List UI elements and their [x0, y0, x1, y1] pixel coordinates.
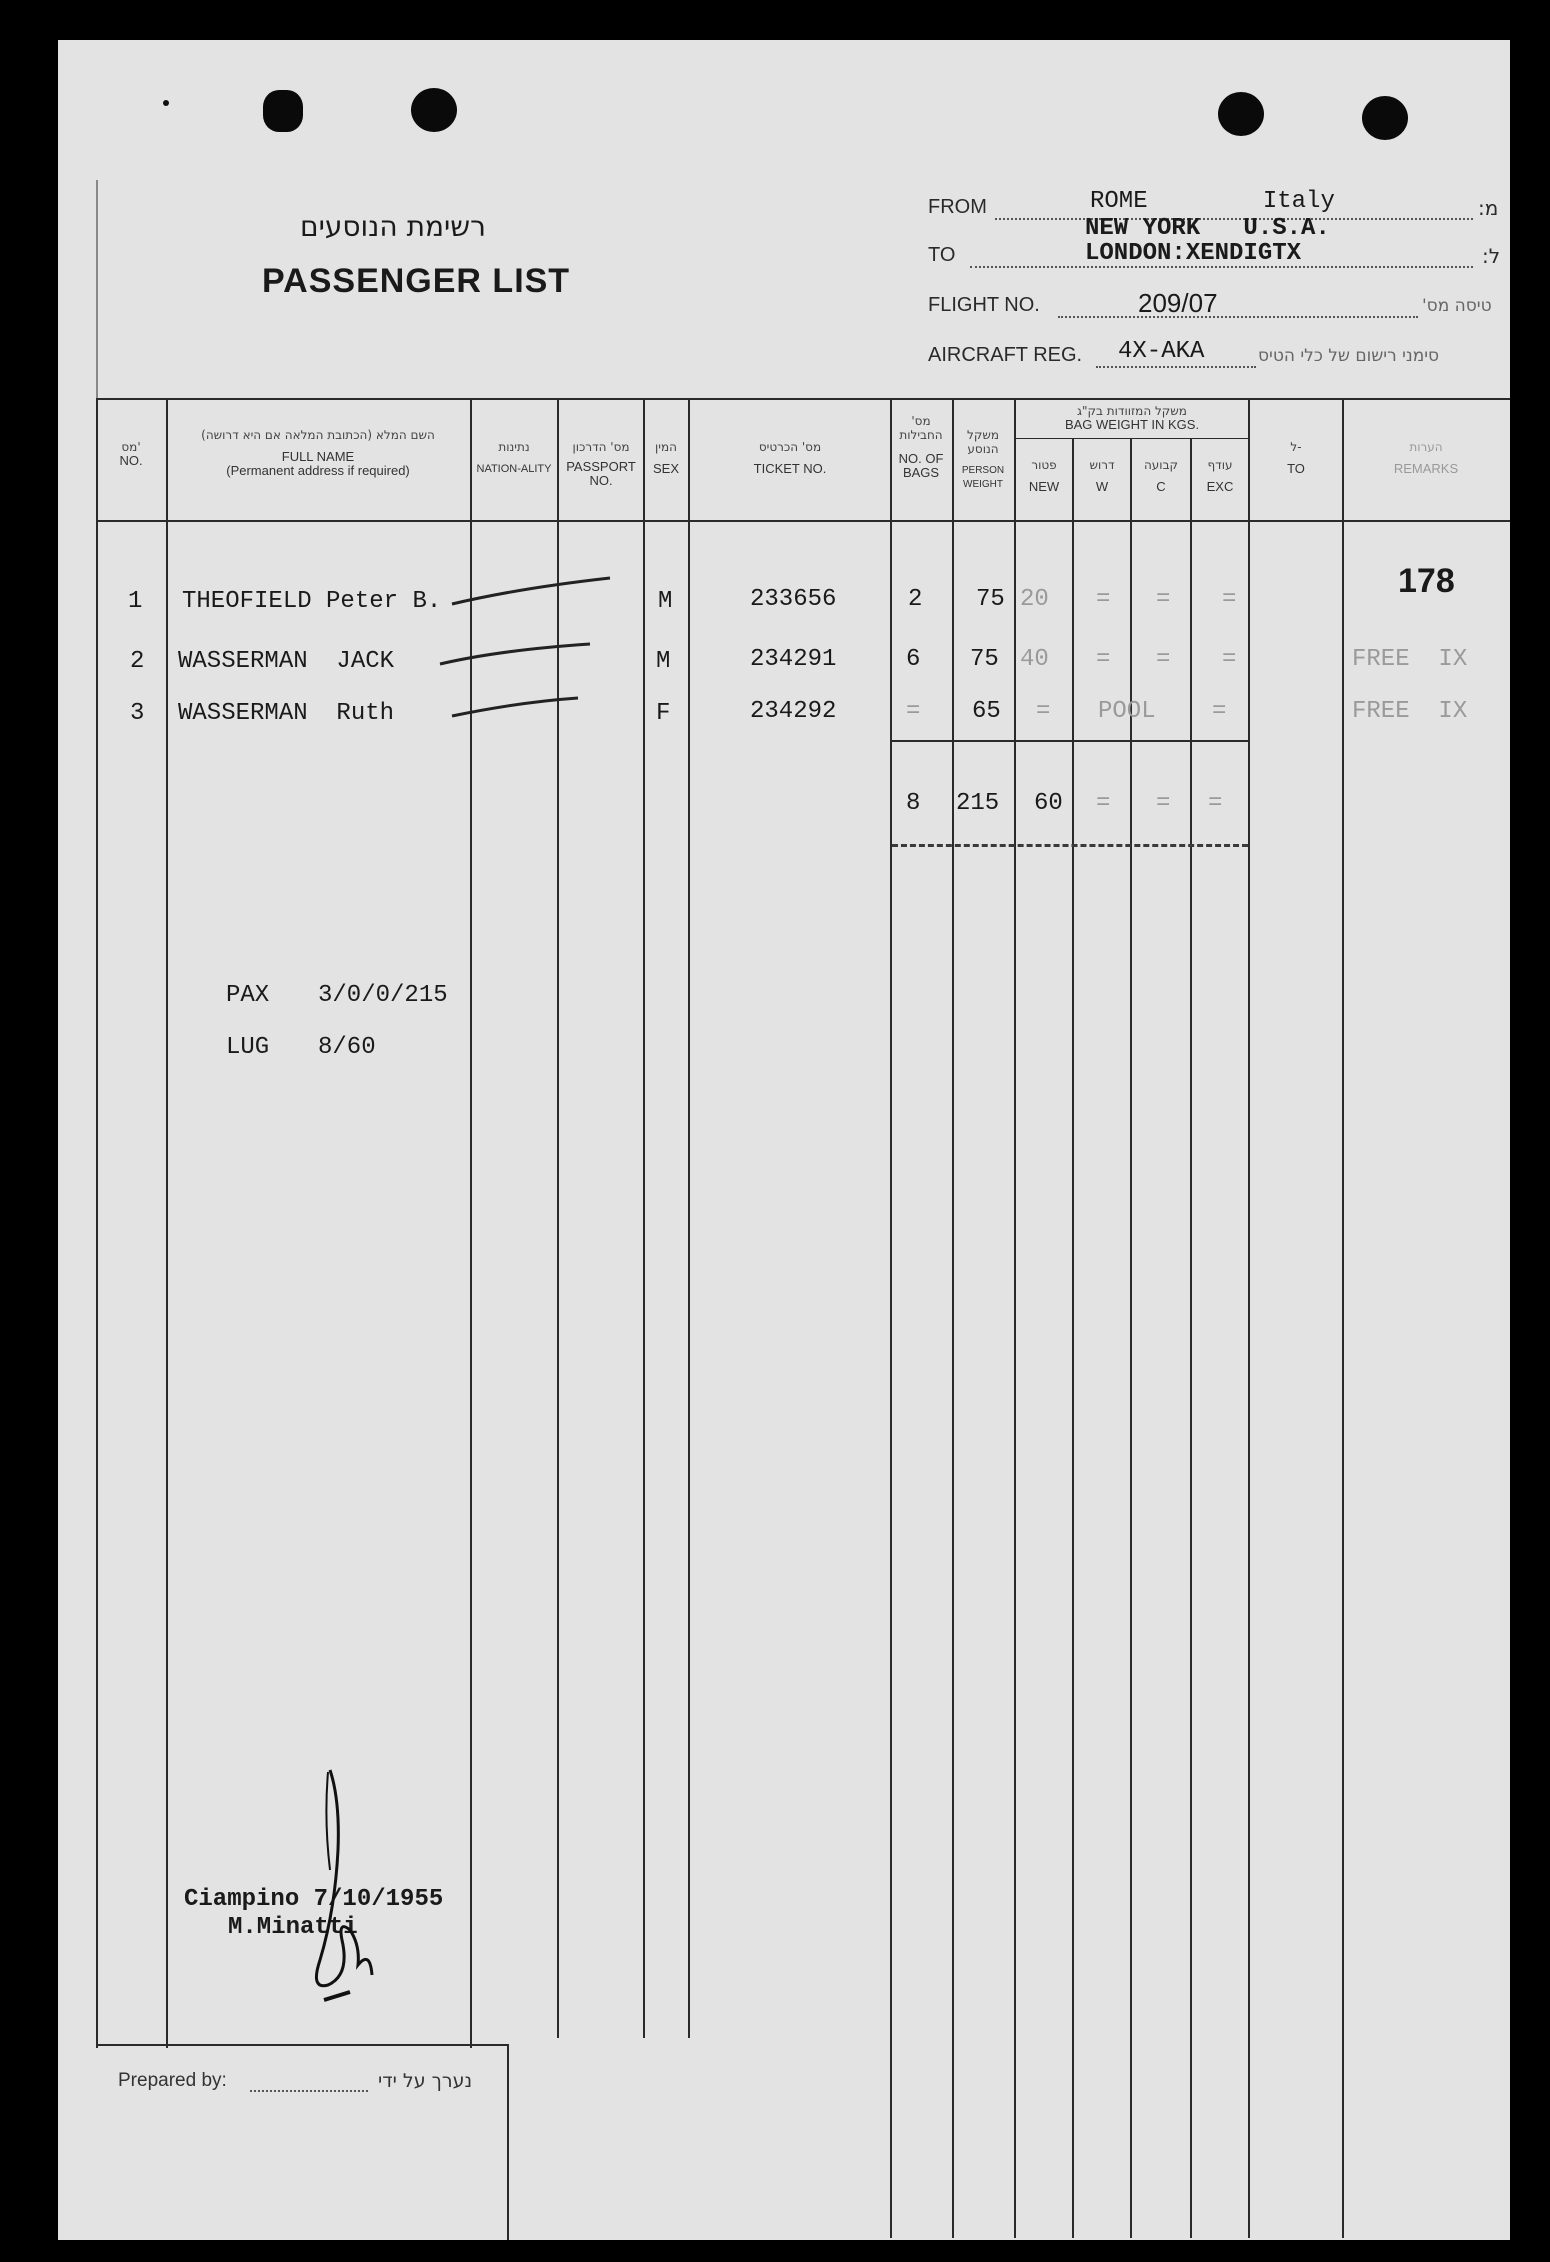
remarks: FREE IX: [1352, 646, 1468, 673]
footer-right-line: [507, 2044, 509, 2240]
prepared-by-line: [250, 2090, 368, 2092]
from-label: FROM: [928, 196, 987, 218]
page-number: 178: [1398, 562, 1455, 600]
ticket-number: 233656: [750, 586, 837, 613]
col-header-nationality: נתינות NATION-ALITY: [476, 440, 552, 475]
signature-name: M.Minatti: [228, 1914, 358, 1941]
col-header-ticket: מס' הכרטיס TICKET NO.: [753, 440, 827, 476]
page-title: PASSENGER LIST: [262, 262, 571, 300]
col-header-bags: מס' החבילות NO. OF BAGS: [898, 414, 944, 480]
total-exc: =: [1208, 790, 1223, 817]
total-c: =: [1156, 790, 1171, 817]
col-header-no: מס' NO.: [119, 440, 143, 468]
free-weight: =: [1036, 698, 1051, 725]
to-hebrew: ל:: [1482, 244, 1501, 268]
lug-label: LUG: [226, 1034, 270, 1061]
pax-value: 3/0/0/215: [318, 982, 448, 1009]
col-header-exc: עודף EXC: [1206, 458, 1234, 494]
hebrew-title: רשימת הנוסעים: [300, 210, 486, 243]
passenger-name: WASSERMAN JACK: [178, 648, 395, 675]
col-header-passport: מס' הדרכון PASSPORT NO.: [566, 440, 636, 488]
total-free: 60: [1034, 790, 1063, 817]
c-weight: =: [1156, 586, 1171, 613]
col-header-c: קבועה C: [1143, 458, 1179, 494]
passenger-sex: M: [658, 588, 673, 615]
col-header-sex: המין SEX: [652, 440, 679, 476]
bag-count: 6: [906, 646, 921, 673]
col-header-person-weight: משקל הנוסע PERSON WEIGHT: [961, 428, 1005, 490]
totals-dashed-rule: [892, 844, 1248, 847]
from-hebrew: מ:: [1478, 196, 1499, 220]
lug-value: 8/60: [318, 1034, 376, 1061]
to-label: TO: [928, 244, 956, 266]
free-weight: 40: [1020, 646, 1049, 673]
total-bags: 8: [906, 790, 921, 817]
person-weight: 65: [972, 698, 1001, 725]
w-weight: =: [1096, 646, 1111, 673]
exc-weight: =: [1212, 698, 1227, 725]
person-weight: 75: [976, 586, 1005, 613]
prepared-by-hebrew: נערך על ידי: [378, 2070, 473, 2092]
remarks: FREE IX: [1352, 698, 1468, 725]
exc-weight: =: [1222, 586, 1237, 613]
bag-count: 2: [908, 586, 923, 613]
col-header-to: ל- TO: [1287, 440, 1305, 476]
totals-rule: [890, 740, 1250, 742]
passenger-name: THEOFIELD Peter B.: [182, 588, 442, 615]
c-weight: =: [1156, 646, 1171, 673]
bag-count: =: [906, 698, 921, 725]
to-value-line1: NEW YORK U.S.A.: [1085, 215, 1330, 242]
col-header-free: פטור NEW: [1028, 458, 1060, 494]
from-value: ROME Italy: [1090, 188, 1335, 215]
handwritten-signature: [280, 1760, 400, 2020]
footer-rule: [96, 2044, 508, 2046]
total-weight: 215: [956, 790, 1000, 817]
total-w: =: [1096, 790, 1111, 817]
row-number: 1: [128, 588, 143, 615]
pool-note: POOL: [1098, 698, 1156, 725]
col-header-bag-weight: משקל המזוודות בק"ג BAG WEIGHT IN KGS.: [1064, 404, 1200, 432]
signature-place-date: Ciampino 7/10/1955: [184, 1886, 444, 1913]
row-number: 2: [130, 648, 145, 675]
row-number: 3: [130, 700, 145, 727]
aircraft-label: AIRCRAFT REG.: [928, 344, 1083, 366]
passenger-sex: F: [656, 700, 671, 727]
flight-label: FLIGHT NO.: [928, 294, 1040, 316]
col-header-name: השם המלא (הכתובת המלאה אם היא דרושה) FULL NAME (Permanent address if required): [201, 428, 435, 478]
passenger-sex: M: [656, 648, 671, 675]
col-header-w: דרוש W: [1089, 458, 1115, 494]
free-weight: 20: [1020, 586, 1049, 613]
person-weight: 75: [970, 646, 999, 673]
aircraft-value: 4X-AKA: [1118, 338, 1205, 365]
ticket-number: 234292: [750, 698, 837, 725]
passenger-name: WASSERMAN Ruth: [178, 700, 395, 727]
flight-value: 209/07: [1138, 288, 1218, 318]
flight-hebrew: טיסה מס': [1422, 296, 1492, 316]
exc-weight: =: [1222, 646, 1237, 673]
to-value-line2: LONDON:XENDIGTX: [1085, 240, 1302, 267]
aircraft-hebrew: סימני רישום של כלי הטיס: [1258, 346, 1440, 366]
w-weight: =: [1096, 586, 1111, 613]
ticket-number: 234291: [750, 646, 837, 673]
col-header-remarks: הערות REMARKS: [1393, 440, 1459, 476]
pax-label: PAX: [226, 982, 270, 1009]
prepared-by-label: Prepared by:: [118, 2070, 227, 2091]
